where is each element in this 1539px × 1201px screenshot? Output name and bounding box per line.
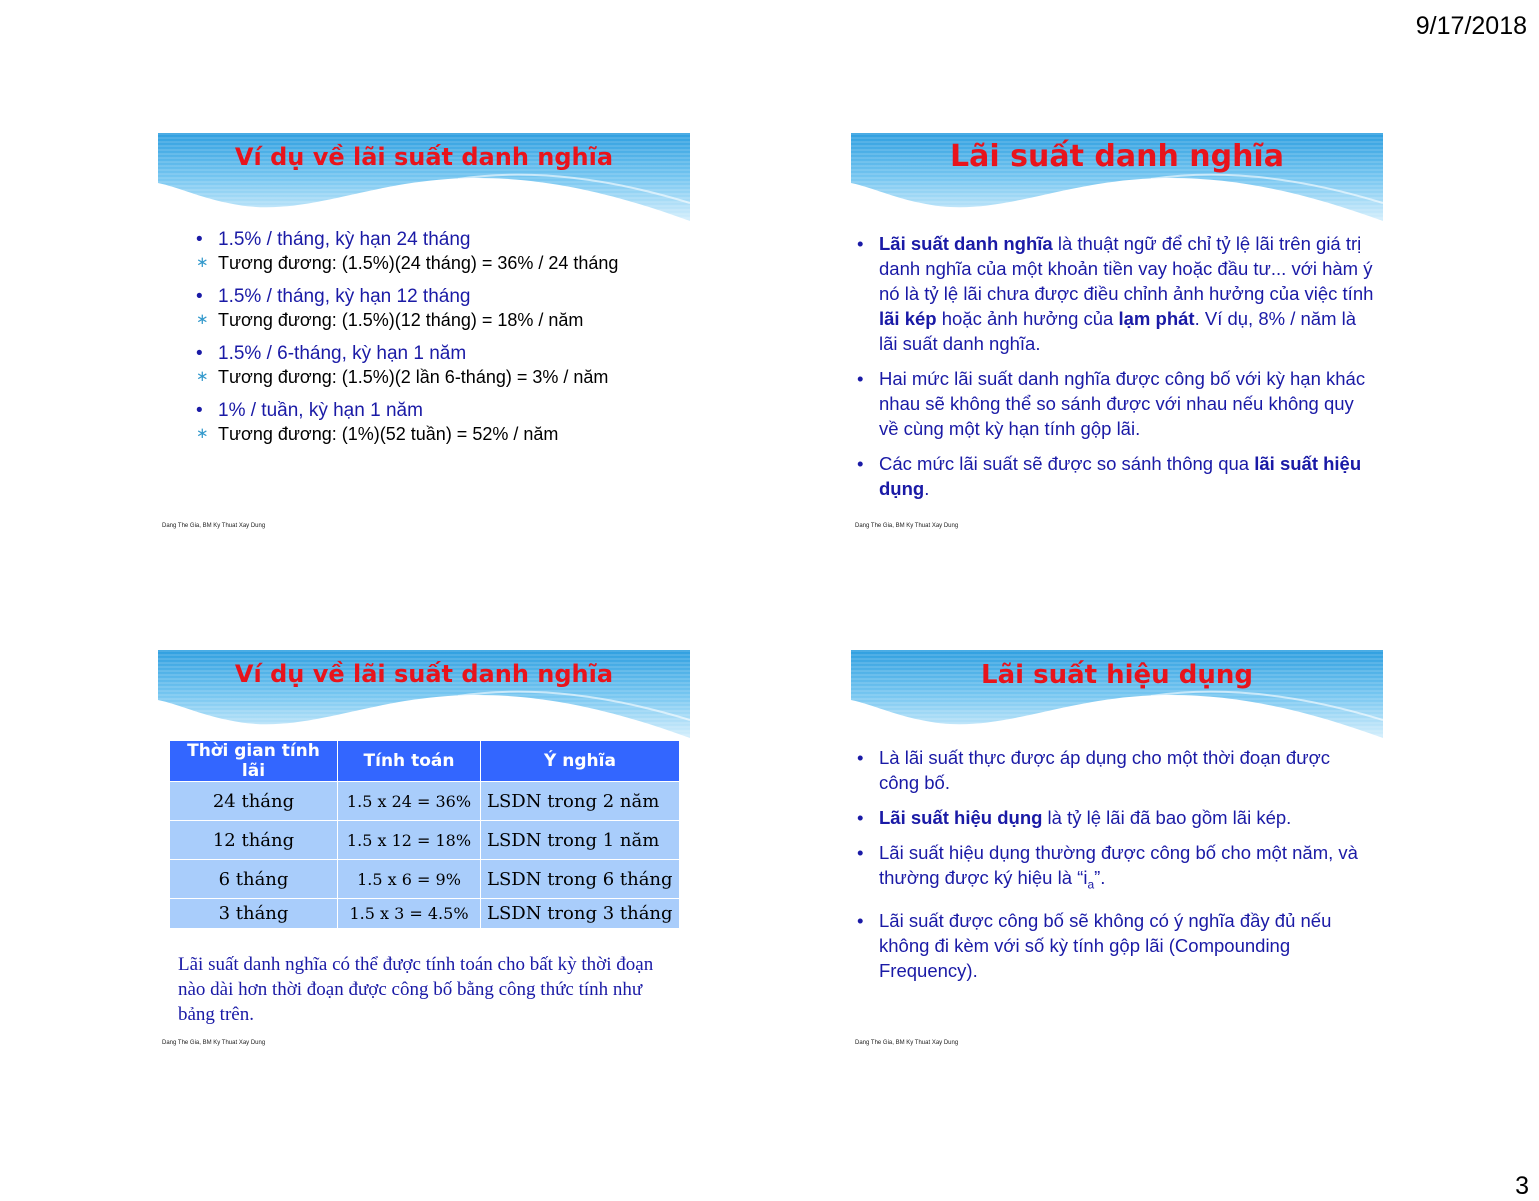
slide-footer: Dang The Gia, BM Ky Thuat Xay Dung [162, 523, 266, 529]
table-row: 6 tháng 1.5 x 6 = 9% LSDN trong 6 tháng [170, 860, 680, 899]
slide-title: Lãi suất danh nghĩa [950, 139, 1284, 174]
list-item: • Là lãi suất thực được áp dụng cho một thời đoạn được công bố. [879, 745, 1359, 795]
page-number: 3 [1515, 1172, 1529, 1200]
slide-title: Lãi suất hiệu dụng [981, 660, 1253, 690]
slide-title: Ví dụ về lãi suất danh nghĩa [234, 143, 614, 171]
list-item: • Hai mức lãi suất danh nghĩa được công bố với kỳ hạn khác nhau sẽ không thể so sánh được với nhau nếu không quy về cùng một kỳ hạn tính gộp lãi. [879, 366, 1375, 441]
table-row: 24 tháng 1.5 x 24 = 36% LSDN trong 2 năm [170, 782, 680, 821]
list-item: • 1.5% / tháng, kỳ hạn 12 tháng ∗ Tương đương: (1.5%)(12 tháng) = 18% / năm [218, 286, 678, 331]
table-header: Tính toán [338, 741, 481, 782]
slide-2 [851, 133, 1383, 533]
interest-table [169, 740, 680, 929]
slide-footer: Dang The Gia, BM Ky Thuat Xay Dung [855, 523, 959, 529]
slide-3 [158, 650, 690, 1050]
list-item: • 1.5% / tháng, kỳ hạn 24 tháng ∗ Tương đương: (1.5%)(24 tháng) = 36% / 24 tháng [218, 229, 678, 274]
slide-1 [158, 133, 690, 533]
table-header: Ý nghĩa [481, 741, 680, 782]
list-item: • Lãi suất hiệu dụng thường được công bố cho một năm, và thường được ký hiệu là “$i_a$”. [879, 840, 1359, 898]
list-item: • Các mức lãi suất sẽ được so sánh thông qua lãi suất hiệu dụng. [879, 451, 1375, 501]
slide-title: Ví dụ về lãi suất danh nghĩa [234, 660, 614, 688]
slide-footer: Dang The Gia, BM Ky Thuat Xay Dung [162, 1040, 266, 1046]
table-row: 3 tháng 1.5 x 3 = 4.5% LSDN trong 3 tháng [170, 899, 680, 929]
list-item: • 1% / tuần, kỳ hạn 1 năm ∗ Tương đương: (1%)(52 tuần) = 52% / năm [218, 400, 678, 445]
page-date: 9/17/2018 [1415, 12, 1527, 40]
list-item: • Lãi suất hiệu dụng là tỷ lệ lãi đã bao gồm lãi kép. [879, 805, 1359, 830]
list-item: • Lãi suất danh nghĩa là thuật ngữ để chỉ tỷ lệ lãi trên giá trị danh nghĩa của một khoản tiền vay hoặc đầu tư... với hàm ý nó là tỷ lệ lãi chưa được điều chỉnh ảnh hưởng của việc tính lãi kép hoặc ảnh hưởng của lạm phát. Ví dụ, 8% / năm là lãi suất danh nghĩa. [879, 231, 1375, 356]
table-note: Lãi suất danh nghĩa có thể được tính toán cho bất kỳ thời đoạn nào dài hơn thời đoạn được công bố bằng công thức tính như bảng trên. [178, 954, 654, 1025]
list-item: • 1.5% / 6-tháng, kỳ hạn 1 năm ∗ Tương đương: (1.5%)(2 lần 6-tháng) = 3% / năm [218, 343, 678, 388]
slide-footer: Dang The Gia, BM Ky Thuat Xay Dung [855, 1040, 959, 1046]
list-item: • Lãi suất được công bố sẽ không có ý nghĩa đầy đủ nếu không đi kèm với số kỳ tính gộp lãi (Compounding Frequency). [879, 908, 1359, 983]
table-row: 12 tháng 1.5 x 12 = 18% LSDN trong 1 năm [170, 821, 680, 860]
slide-4 [851, 650, 1383, 1050]
table-header: Thời gian tính lãi [170, 741, 338, 782]
